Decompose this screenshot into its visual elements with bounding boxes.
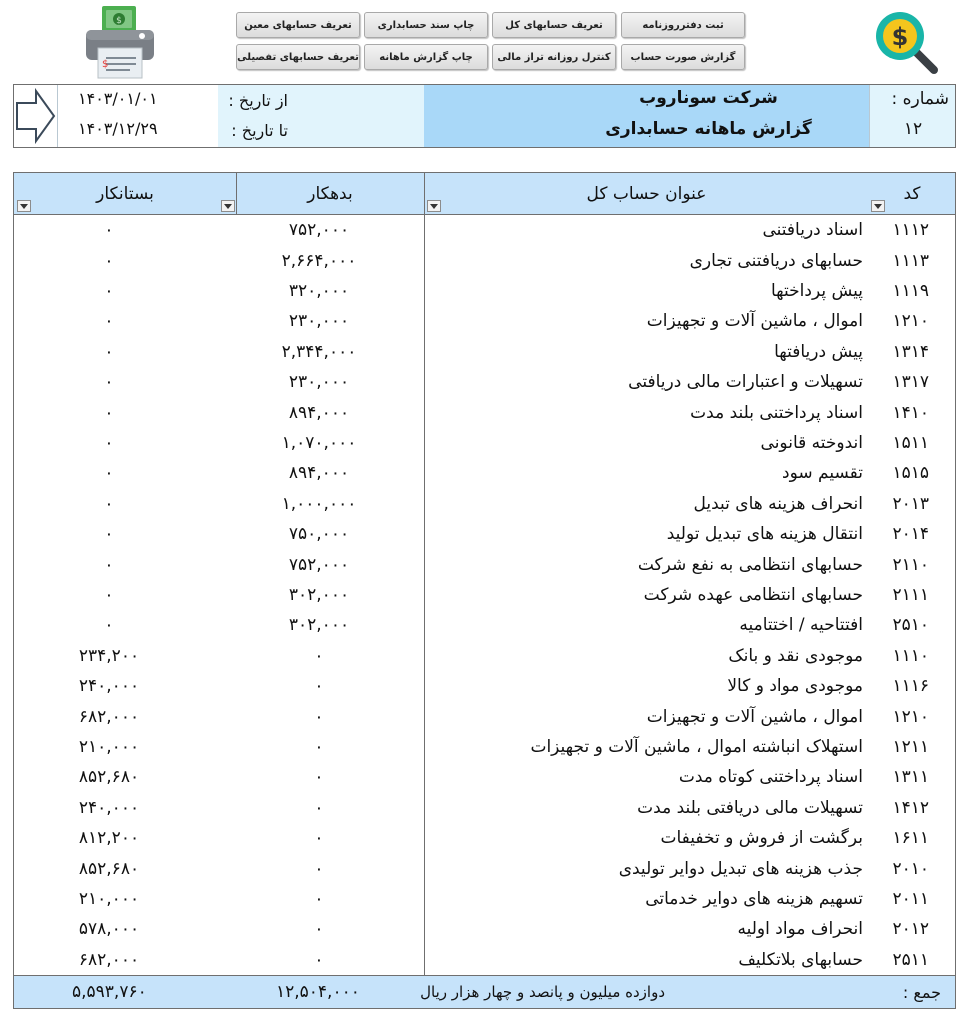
- title-cell: [424, 85, 869, 147]
- number-value[interactable]: ۱۲: [903, 119, 923, 139]
- credit-filter-dropdown[interactable]: [17, 200, 31, 212]
- journal-entry-button[interactable]: ثبت دفترروزنامه: [621, 12, 745, 38]
- account-code: ۲۵۱۰: [892, 615, 929, 636]
- account-code: ۱۶۱۱: [892, 828, 929, 849]
- total-in-words: دوازده میلیون و پانصد و چهار هزار ریال: [420, 983, 665, 1001]
- account-title: اسناد پرداختنی بلند مدت: [690, 402, 863, 423]
- table-row[interactable]: [14, 489, 955, 519]
- credit-amount: ۲۴۰,۰۰۰: [78, 676, 140, 697]
- account-code: ۱۵۱۵: [892, 463, 929, 484]
- daily-balance-check-button[interactable]: کنترل روزانه تراز مالی: [492, 44, 616, 70]
- credit-amount: ۵۷۸,۰۰۰: [78, 919, 140, 940]
- nav-arrow-cell: [14, 85, 58, 147]
- debit-amount: ۲,۶۶۴,۰۰۰: [281, 250, 357, 271]
- debit-amount: ۷۵۲,۰۰۰: [288, 554, 350, 575]
- print-monthly-report-button[interactable]: چاپ گزارش ماهانه: [364, 44, 488, 70]
- account-code: ۱۲۱۰: [892, 311, 929, 332]
- accounts-table: [13, 215, 956, 975]
- account-code: ۲۰۱۰: [892, 858, 929, 879]
- account-code: ۲۰۱۳: [892, 493, 929, 514]
- account-code: ۲۱۱۱: [892, 584, 929, 605]
- account-title: افتتاحیه / اختتامیه: [739, 615, 863, 636]
- credit-amount: ۲۴۰,۰۰۰: [78, 797, 140, 818]
- account-code: ۱۴۱۲: [892, 797, 929, 818]
- credit-amount: ۰: [104, 493, 114, 514]
- report-header: [13, 84, 956, 148]
- debit-amount: ۰: [314, 888, 324, 909]
- debit-amount: ۳۲۰,۰۰۰: [288, 280, 350, 301]
- table-row[interactable]: [14, 762, 955, 792]
- debit-amount: ۰: [314, 676, 324, 697]
- table-row[interactable]: [14, 215, 955, 245]
- table-row[interactable]: [14, 671, 955, 701]
- debit-amount: ۲۳۰,۰۰۰: [288, 372, 350, 393]
- svg-text:$: $: [116, 16, 122, 26]
- account-code: ۲۵۱۱: [892, 949, 929, 970]
- credit-amount: ۰: [104, 311, 114, 332]
- credit-amount: ۰: [104, 280, 114, 301]
- credit-amount: ۰: [104, 554, 114, 575]
- account-code: ۱۱۱۳: [892, 250, 929, 271]
- account-code: ۱۱۱۹: [892, 280, 929, 301]
- table-row[interactable]: [14, 884, 955, 914]
- table-row[interactable]: [14, 519, 955, 549]
- credit-amount: ۰: [104, 250, 114, 271]
- credit-amount: ۲۱۰,۰۰۰: [78, 736, 140, 757]
- table-row[interactable]: [14, 914, 955, 944]
- define-detail-accounts-button[interactable]: تعریف حسابهای معین: [236, 12, 360, 38]
- credit-amount: ۰: [104, 341, 114, 362]
- credit-amount: ۰: [104, 584, 114, 605]
- credit-amount: ۰: [104, 432, 114, 453]
- debit-amount: ۲۳۰,۰۰۰: [288, 311, 350, 332]
- table-row[interactable]: [14, 793, 955, 823]
- credit-amount: ۰: [104, 402, 114, 423]
- credit-amount: ۰: [104, 463, 114, 484]
- account-title: حسابهای انتظامی عهده شرکت: [643, 584, 863, 605]
- debit-amount: ۱,۰۷۰,۰۰۰: [281, 432, 357, 453]
- account-title: استهلاک انباشته اموال ، ماشین آلات و تجهیزات: [530, 736, 863, 757]
- define-general-accounts-button[interactable]: تعریف حسابهای کل: [492, 12, 616, 38]
- report-title: گزارش ماهانه حسابداری: [605, 119, 812, 139]
- debit-amount: ۰: [314, 858, 324, 879]
- table-row[interactable]: [14, 428, 955, 458]
- account-title: جذب هزینه های تبدیل دوایر تولیدی: [618, 858, 863, 879]
- account-title: برگشت از فروش و تخفیفات: [660, 828, 863, 849]
- account-title: انحراف مواد اولیه: [737, 919, 863, 940]
- account-code: ۱۴۱۰: [892, 402, 929, 423]
- debit-amount: ۳۰۲,۰۰۰: [288, 584, 350, 605]
- account-code: ۱۲۱۰: [892, 706, 929, 727]
- table-row[interactable]: [14, 397, 955, 427]
- table-header: [13, 172, 956, 215]
- account-code: ۱۳۱۱: [892, 767, 929, 788]
- credit-amount: ۶۸۲,۰۰۰: [78, 706, 140, 727]
- total-label: جمع :: [902, 983, 941, 1002]
- account-code: ۱۳۱۴: [892, 341, 929, 362]
- account-title: تسهیم هزینه های دوایر خدماتی: [645, 888, 863, 909]
- account-title: اموال ، ماشین آلات و تجهیزات: [646, 311, 863, 332]
- number-cell: [869, 85, 955, 147]
- debit-amount: ۰: [314, 706, 324, 727]
- table-row[interactable]: [14, 549, 955, 579]
- debit-amount: ۷۵۰,۰۰۰: [288, 524, 350, 545]
- table-row[interactable]: [14, 580, 955, 610]
- account-title: حسابهای انتظامی به نفع شرکت: [637, 554, 863, 575]
- column-debit: بدهکار: [307, 183, 353, 204]
- debit-total: ۱۲,۵۰۴,۰۰۰: [276, 982, 360, 1002]
- account-code: ۲۰۱۲: [892, 919, 929, 940]
- account-code: ۱۵۱۱: [892, 432, 929, 453]
- table-row[interactable]: [14, 276, 955, 306]
- debit-amount: ۰: [314, 828, 324, 849]
- print-voucher-button[interactable]: چاپ سند حسابداری: [364, 12, 488, 38]
- title-filter-dropdown[interactable]: [427, 200, 441, 212]
- debit-amount: ۰: [314, 949, 324, 970]
- account-title: تسهیلات مالی دریافتی بلند مدت: [637, 797, 863, 818]
- account-title: حسابهای دریافتنی تجاری: [689, 250, 863, 271]
- printer-money-icon[interactable]: [80, 4, 160, 80]
- from-date-label: از تاریخ :: [228, 91, 288, 110]
- date-range: [58, 85, 424, 147]
- credit-amount: ۲۱۰,۰۰۰: [78, 888, 140, 909]
- account-code: ۲۰۱۱: [892, 888, 929, 909]
- define-subsidiary-accounts-button[interactable]: تعریف حسابهای تفصیلی: [236, 44, 360, 70]
- credit-amount: ۰: [104, 524, 114, 545]
- debit-amount: ۰: [314, 797, 324, 818]
- account-title: موجودی نقد و بانک: [728, 645, 863, 666]
- debit-amount: ۰: [314, 645, 324, 666]
- arrow-right-icon[interactable]: [14, 85, 58, 147]
- account-title: اندوخته قانونی: [760, 432, 863, 453]
- table-row[interactable]: [14, 853, 955, 883]
- debit-amount: ۷۵۲,۰۰۰: [288, 220, 350, 241]
- account-title: انتقال هزینه های تبدیل تولید: [666, 524, 863, 545]
- account-title: موجودی مواد و کالا: [727, 676, 863, 697]
- credit-amount: ۸۱۲,۲۰۰: [78, 828, 140, 849]
- table-row[interactable]: [14, 945, 955, 975]
- table-row[interactable]: [14, 306, 955, 336]
- credit-amount: ۰: [104, 220, 114, 241]
- credit-amount: ۲۳۴,۲۰۰: [78, 645, 140, 666]
- number-label: شماره :: [891, 89, 949, 109]
- credit-amount: ۰: [104, 372, 114, 393]
- account-code: ۱۱۱۲: [892, 220, 929, 241]
- table-row[interactable]: [14, 245, 955, 275]
- credit-amount: ۶۸۲,۰۰۰: [78, 949, 140, 970]
- table-row[interactable]: [14, 458, 955, 488]
- account-title: انحراف هزینه های تبدیل: [693, 493, 863, 514]
- code-filter-dropdown[interactable]: [871, 200, 885, 212]
- account-title: اسناد دریافتنی: [762, 220, 863, 241]
- credit-amount: ۰: [104, 615, 114, 636]
- account-code: ۱۱۱۰: [892, 645, 929, 666]
- debit-amount: ۲,۳۴۴,۰۰۰: [281, 341, 357, 362]
- account-title: پیش پرداختها: [771, 280, 863, 301]
- account-title: اموال ، ماشین آلات و تجهیزات: [646, 706, 863, 727]
- account-title: اسناد پرداختنی کوتاه مدت: [678, 767, 863, 788]
- svg-text:$: $: [891, 23, 909, 51]
- svg-text:$: $: [102, 59, 109, 70]
- debit-amount: ۰: [314, 919, 324, 940]
- account-title: حسابهای بلاتکلیف: [738, 949, 863, 970]
- account-code: ۱۲۱۱: [892, 736, 929, 757]
- table-row[interactable]: [14, 823, 955, 853]
- table-row[interactable]: [14, 610, 955, 640]
- column-code: کد: [903, 183, 921, 204]
- column-credit: بستانکار: [96, 183, 154, 204]
- dollar-search-icon[interactable]: [872, 10, 942, 76]
- debit-amount: ۰: [314, 736, 324, 757]
- debit-amount: ۰: [314, 767, 324, 788]
- statement-report-button[interactable]: گزارش صورت حساب: [621, 44, 745, 70]
- table-row[interactable]: [14, 732, 955, 762]
- debit-amount: ۸۹۴,۰۰۰: [288, 402, 350, 423]
- totals-row: [13, 975, 956, 1009]
- to-date[interactable]: ۱۴۰۳/۱۲/۲۹: [78, 119, 158, 138]
- account-title: پیش دریافتها: [774, 341, 863, 362]
- table-row[interactable]: [14, 367, 955, 397]
- debit-amount: ۱,۰۰۰,۰۰۰: [281, 493, 357, 514]
- debit-amount: ۳۰۲,۰۰۰: [288, 615, 350, 636]
- table-row[interactable]: [14, 337, 955, 367]
- column-account-title: عنوان حساب کل: [586, 183, 707, 204]
- credit-amount: ۸۵۲,۶۸۰: [78, 858, 140, 879]
- table-row[interactable]: [14, 701, 955, 731]
- account-code: ۱۳۱۷: [892, 372, 929, 393]
- table-row[interactable]: [14, 641, 955, 671]
- debit-filter-dropdown[interactable]: [221, 200, 235, 212]
- debit-amount: ۸۹۴,۰۰۰: [288, 463, 350, 484]
- account-code: ۲۱۱۰: [892, 554, 929, 575]
- account-title: تسهیلات و اعتبارات مالی دریافتی: [628, 372, 863, 393]
- credit-amount: ۸۵۲,۶۸۰: [78, 767, 140, 788]
- account-title: تقسیم سود: [782, 463, 863, 484]
- to-date-label: تا تاریخ :: [231, 121, 288, 140]
- company-name: شرکت سوناروب: [639, 88, 778, 108]
- account-code: ۲۰۱۴: [892, 524, 929, 545]
- account-code: ۱۱۱۶: [892, 676, 929, 697]
- credit-total: ۵,۵۹۳,۷۶۰: [72, 982, 147, 1002]
- from-date[interactable]: ۱۴۰۳/۰۱/۰۱: [78, 89, 158, 108]
